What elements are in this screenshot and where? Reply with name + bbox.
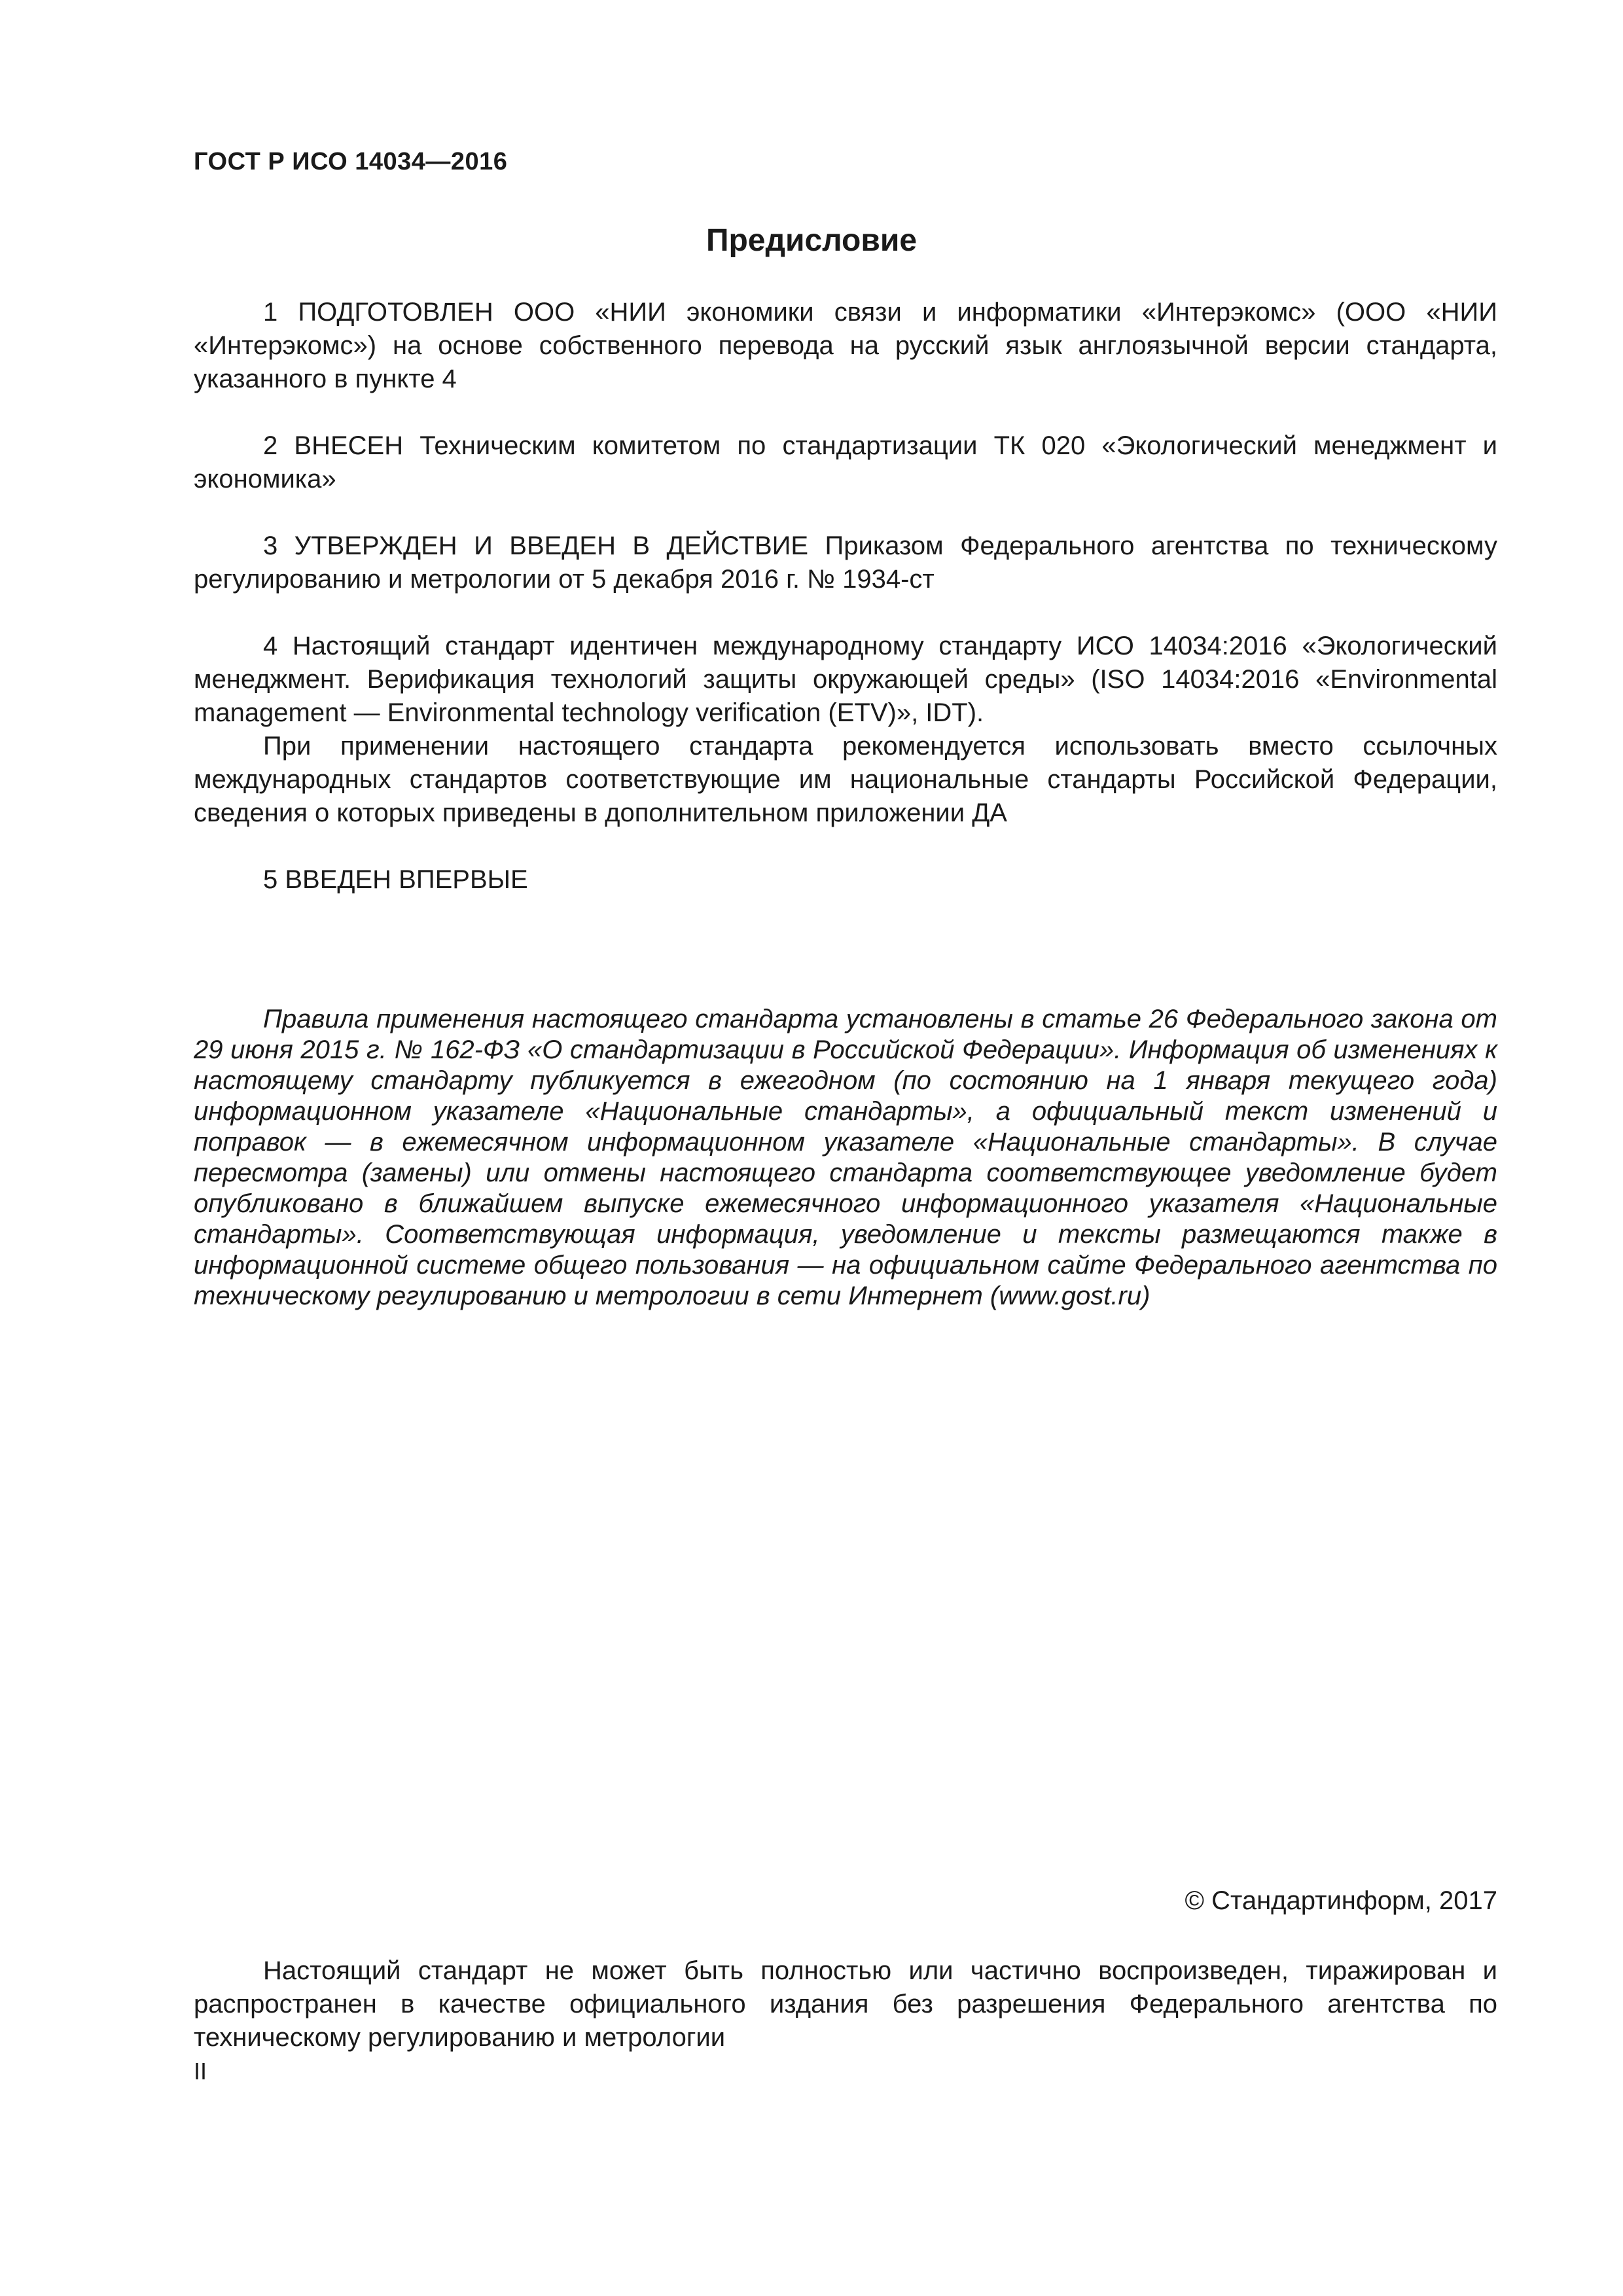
rules-notice: Правила применения настоящего стандарта установлены в статье 26 Федерального закона от 29 июня 2015 г. № 162-ФЗ «О стандартизации в Российской Федерации». Информация об изменениях к настоящему стандарту публикуется в ежегодном (по состоянию на 1 января текущего года) информационном указателе «Национальные стандарты», а официальный текст изменений и поправок — в ежемесячном информационном указателе «Национальные стандарты». В случае пересмотра (замены) или отмены настоящего стандарта соответствующее уведомление будет опубликовано в ближайшем выпуске ежемесячного информационного указателя «Национальные стандарты». Соответствующая информация, уведомление и тексты размещаются также в информационной системе общего пользования — на официальном сайте Федерального агентства по техническому регулированию и метрологии в сети Интернет (www.gost.ru)	[194, 1005, 1497, 1310]
foreword-items	[194, 296, 1497, 897]
standard-code-header: ГОСТ Р ИСО 14034—2016	[194, 148, 508, 175]
page-number: II	[194, 2058, 207, 2085]
foreword-item-4: 4 Настоящий стандарт идентичен международному стандарту ИСО 14034:2016 «Экологический менеджмент. Верификация технологий защиты окружающей среды» (ISO 14034:2016 «Environmental management — Environmental technology verification (ETV)», IDT).	[194, 632, 1497, 727]
copyright-line: © Стандартинформ, 2017	[1185, 1886, 1497, 1915]
foreword-item-2: 2 ВНЕСЕН Техническим комитетом по стандартизации ТК 020 «Экологический менеджмент и экономика»	[194, 431, 1497, 493]
foreword-item-5: 5 ВВЕДЕН ВПЕРВЫЕ	[263, 865, 528, 894]
reproduction-restriction: Настоящий стандарт не может быть полностью или частично воспроизведен, тиражирован и распространен в качестве официального издания без разрешения Федерального агентства по техническому регулированию и метрологии	[194, 1956, 1497, 2052]
page-title: Предисловие	[705, 223, 918, 258]
foreword-item-4-note: При применении настоящего стандарта рекомендуется использовать вместо ссылочных международных стандартов соответствующие им национальные стандарты Российской Федерации, сведения о которых приведены в дополнительном приложении ДА	[194, 732, 1497, 827]
foreword-item-1: 1 ПОДГОТОВЛЕН ООО «НИИ экономики связи и информатики «Интерэкомс» (ООО «НИИ «Интерэкомс») на основе собственного перевода на русский язык англоязычной версии стандарта, указанного в пункте 4	[194, 298, 1497, 393]
foreword-item-3: 3 УТВЕРЖДЕН И ВВЕДЕН В ДЕЙСТВИЕ Приказом Федерального агентства по техническому регулированию и метрологии от 5 декабря 2016 г. № 1934-ст	[194, 531, 1497, 594]
